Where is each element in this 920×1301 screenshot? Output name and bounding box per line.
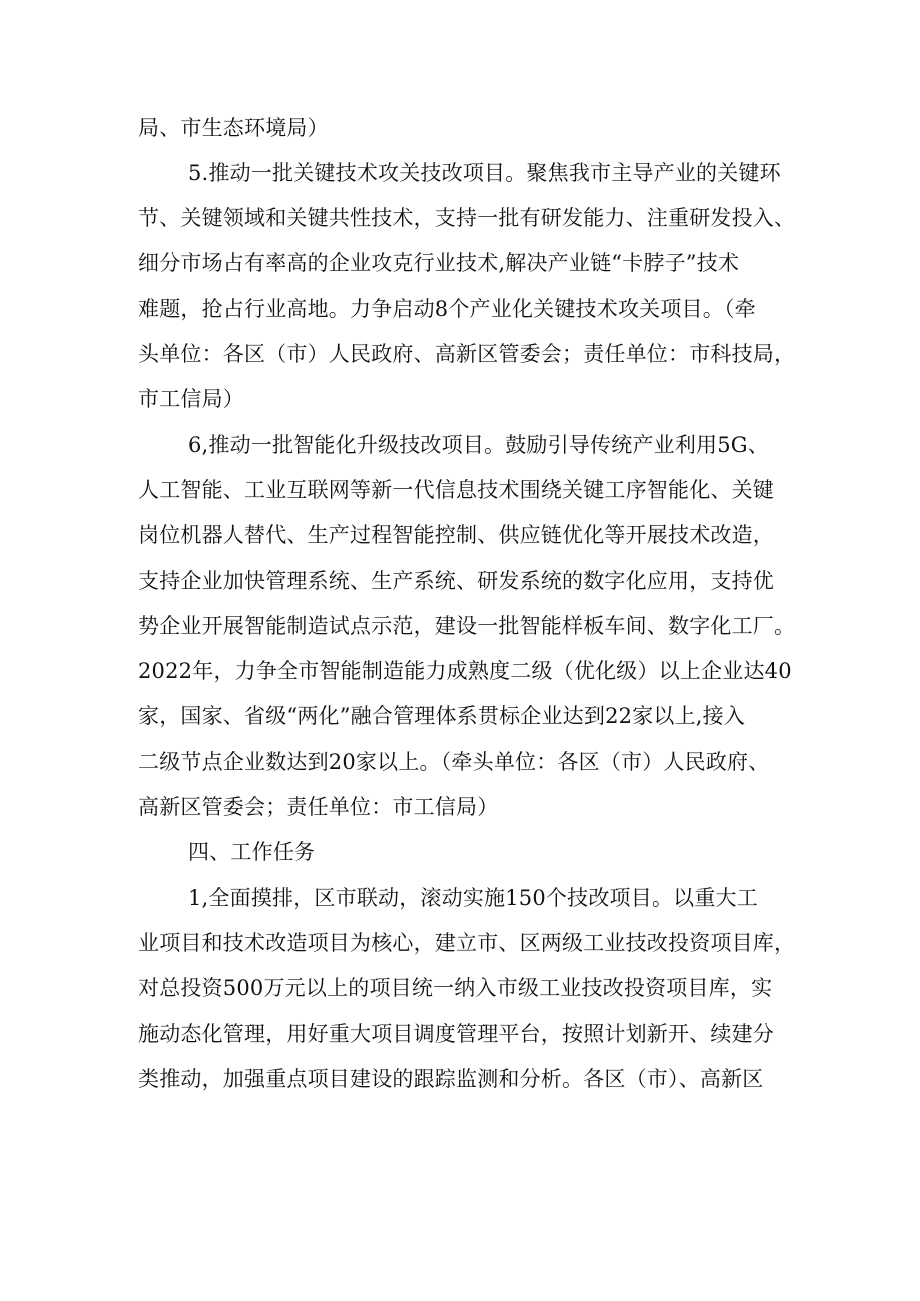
section-heading: 四、工作任务 (188, 840, 316, 864)
paragraph-6-line-1: 6,推动一批智能化升级技改项目。鼓励引导传统产业利用5G、 (188, 433, 769, 457)
paragraph-6-line-3: 岗位机器人替代、生产过程智能控制、供应链优化等开展技术改造， (138, 523, 774, 547)
paragraph-5-line-2: 节、关键领域和关键共性技术，支持一批有研发能力、注重研发投入、 (138, 206, 796, 230)
paragraph-5-line-1: 5.推动一批关键技术攻关技改项目。聚焦我市主导产业的关键环 (188, 161, 781, 185)
paragraph-1-line-3: 对总投资500万元以上的项目统一纳入市级工业技改投资项目库，实 (138, 976, 773, 1000)
paragraph-6-line-8: 二级节点企业数达到20家以上。（牵头单位：各区（市）人民政府、 (138, 750, 770, 774)
paragraph-5-line-5: 头单位：各区（市）人民政府、高新区管委会；责任单位：市科技局， (138, 342, 796, 366)
paragraph-1-line-1: 1,全面摸排，区市联动，滚动实施150个技改项目。以重大工 (188, 886, 758, 910)
paragraph-6-line-9: 高新区管委会；责任单位：市工信局） (138, 795, 499, 819)
paragraph-6-line-4: 支持企业加快管理系统、生产系统、研发系统的数字化应用，支持优 (138, 569, 774, 593)
paragraph-1-line-2: 业项目和技术改造项目为核心，建立市、区两级工业技改投资项目库， (138, 931, 796, 955)
paragraph-6-line-7: 家，国家、省级“两化”融合管理体系贯标企业达到22家以上,接入 (138, 704, 746, 728)
paragraph-5-line-4: 难题，抢占行业高地。力争启动8个产业化关键技术攻关项目。（牵 (138, 297, 756, 321)
paragraph-5-line-3: 细分市场占有率高的企业攻克行业技术,解决产业链“卡脖子”技术 (138, 251, 740, 275)
paragraph-6-line-2: 人工智能、工业互联网等新一代信息技术围绕关键工序智能化、关键 (138, 478, 774, 502)
paragraph-6-line-6: 2022年，力争全市智能制造能力成熟度二级（优化级）以上企业达40 (138, 659, 792, 683)
text-line-1: 局、市生态环境局） (138, 116, 329, 140)
paragraph-6-line-5: 势企业开展智能制造试点示范，建设一批智能样板车间、数字化工厂。 (138, 614, 796, 638)
paragraph-5-line-6: 市工信局） (138, 387, 244, 411)
paragraph-1-line-5: 类推动，加强重点项目建设的跟踪监测和分析。各区（市）、高新区 (138, 1067, 764, 1091)
paragraph-1-line-4: 施动态化管理，用好重大项目调度管理平台，按照计划新开、续建分 (138, 1022, 774, 1046)
